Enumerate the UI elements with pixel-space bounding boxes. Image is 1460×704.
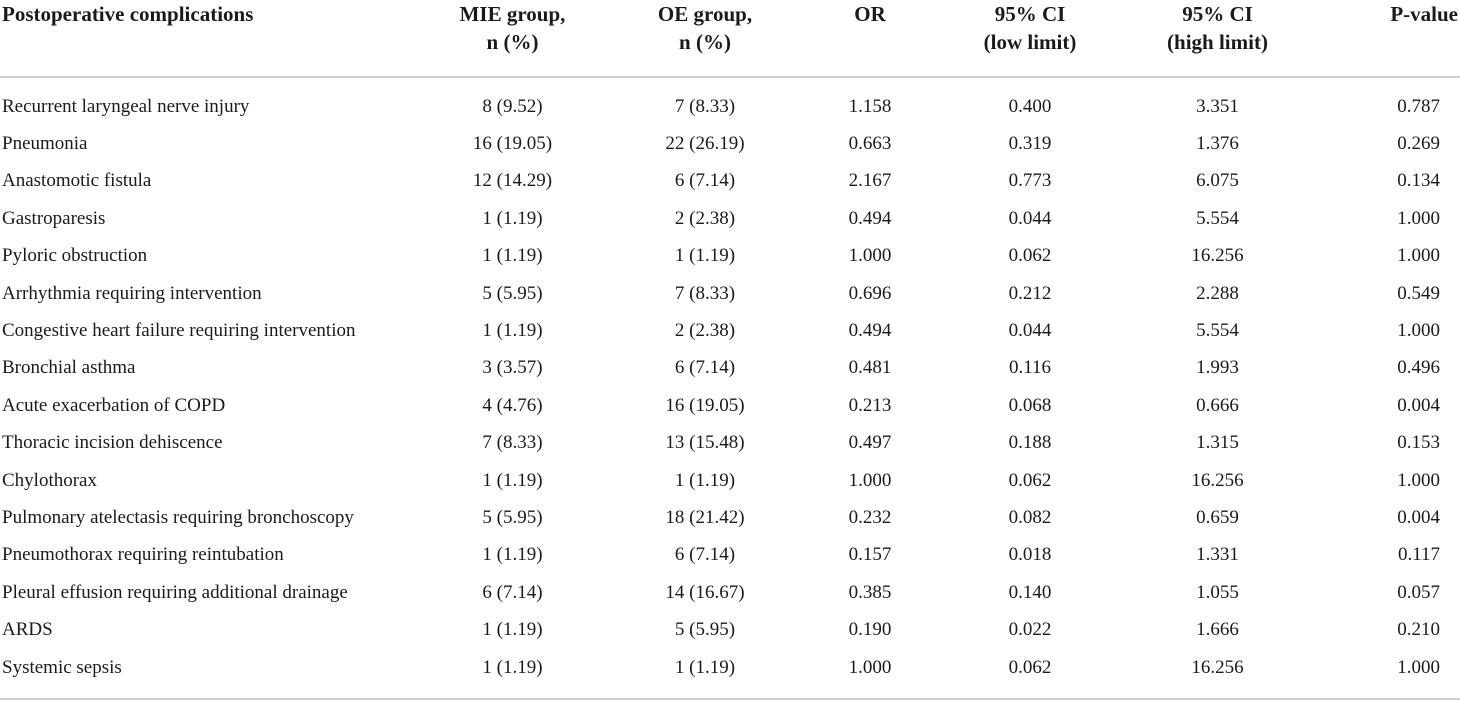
cell-ci-low: 0.319 — [1008, 133, 1052, 155]
cell-complication: Thoracic incision dehiscence — [2, 432, 223, 454]
table-row — [0, 499, 1460, 536]
header-ci-low — [935, 0, 1125, 77]
cell-ci-high: 2.288 — [1196, 282, 1239, 304]
cell-mie-group: 6 (7.14) — [482, 581, 543, 603]
cell-oe-group: 6 (7.14) — [674, 544, 736, 566]
header-line: (high limit) — [1167, 30, 1268, 54]
cell-ci-high: 3.351 — [1196, 95, 1239, 117]
table-row — [0, 275, 1460, 312]
cell-oe-group: 1 (1.19) — [674, 245, 736, 267]
table-row — [0, 387, 1460, 424]
table-row — [0, 238, 1460, 275]
cell-ci-low: 0.062 — [935, 649, 1125, 699]
cell-ci-low: 0.082 — [1008, 506, 1052, 528]
cell-p-value: 0.057 — [1397, 581, 1440, 603]
table-row — [0, 312, 1460, 349]
cell-mie-group: 1 (1.19) — [482, 619, 543, 641]
cell-mie-group: 4 (4.76) — [482, 394, 543, 416]
cell-oe-group: 1 (1.19) — [674, 469, 736, 491]
cell-ci-low: 0.212 — [1008, 282, 1052, 304]
cell-mie-group: 8 (9.52) — [482, 95, 543, 117]
cell-mie-group: 1 (1.19) — [482, 245, 543, 267]
cell-ci-high: 1.315 — [1196, 432, 1239, 454]
cell-p-value: 0.269 — [1397, 133, 1440, 155]
cell-ci-low: 0.018 — [1008, 544, 1052, 566]
header-line: P-value — [1390, 2, 1458, 26]
cell-ci-high: 5.554 — [1196, 320, 1239, 342]
cell-mie-group: 7 (8.33) — [482, 432, 543, 454]
cell-oe-group: 18 (21.42) — [665, 506, 745, 528]
cell-ci-high: 5.554 — [1196, 207, 1239, 229]
cell-oe-group: 6 (7.14) — [674, 170, 736, 192]
table-row — [0, 611, 1460, 648]
cell-complication: Pulmonary atelectasis requiring bronchoscopy — [2, 506, 354, 528]
cell-or: 0.497 — [848, 432, 892, 454]
cell-p-value: 1.000 — [1310, 649, 1460, 699]
cell-p-value: 1.000 — [1397, 320, 1440, 342]
cell-oe-group: 5 (5.95) — [674, 619, 736, 641]
header-mie-group — [420, 0, 605, 77]
cell-mie-group: 5 (5.95) — [482, 506, 543, 528]
header-postoperative-complications — [0, 0, 420, 77]
cell-p-value: 0.210 — [1397, 619, 1440, 641]
table-body — [0, 77, 1460, 699]
cell-or: 1.158 — [848, 95, 892, 117]
cell-oe-group: 1 (1.19) — [605, 649, 805, 699]
table-row — [0, 649, 1460, 699]
cell-ci-high: 1.055 — [1196, 581, 1239, 603]
cell-oe-group: 2 (2.38) — [674, 320, 736, 342]
cell-ci-high: 1.993 — [1196, 357, 1239, 379]
cell-complication: Systemic sepsis — [0, 649, 420, 699]
cell-complication: Bronchial asthma — [2, 357, 136, 379]
header-oe-group — [605, 0, 805, 77]
cell-ci-low: 0.044 — [1008, 320, 1052, 342]
cell-or: 1.000 — [848, 245, 892, 267]
cell-ci-low: 0.068 — [1008, 394, 1052, 416]
table-row — [0, 462, 1460, 499]
header-line: 95% CI — [994, 2, 1066, 26]
cell-mie-group: 1 (1.19) — [482, 320, 543, 342]
cell-or: 0.232 — [848, 506, 892, 528]
cell-complication: Gastroparesis — [2, 207, 106, 229]
cell-or: 0.481 — [848, 357, 892, 379]
cell-ci-high: 16.256 — [1191, 245, 1244, 267]
header-row — [0, 0, 1460, 77]
cell-or: 0.696 — [848, 282, 892, 304]
cell-complication: Acute exacerbation of COPD — [2, 394, 226, 416]
cell-oe-group: 6 (7.14) — [674, 357, 736, 379]
cell-or: 0.213 — [848, 394, 892, 416]
cell-p-value: 0.117 — [1397, 544, 1440, 566]
cell-complication: Pleural effusion requiring additional drainage — [2, 581, 348, 603]
cell-ci-low: 0.116 — [1008, 357, 1052, 379]
cell-or: 0.190 — [848, 619, 892, 641]
header-p-value — [1310, 0, 1460, 77]
table-row — [0, 163, 1460, 200]
cell-or: 0.385 — [848, 581, 892, 603]
cell-ci-low: 0.062 — [1008, 469, 1052, 491]
cell-ci-high: 1.376 — [1196, 133, 1239, 155]
cell-p-value: 0.134 — [1397, 170, 1440, 192]
cell-or: 1.000 — [848, 469, 892, 491]
cell-or: 0.494 — [848, 207, 892, 229]
cell-ci-high: 16.256 — [1191, 469, 1244, 491]
cell-complication: Pneumonia — [2, 133, 88, 155]
cell-p-value: 0.004 — [1397, 506, 1440, 528]
cell-or: 2.167 — [848, 170, 892, 192]
table-row — [0, 537, 1460, 574]
cell-mie-group: 1 (1.19) — [482, 207, 543, 229]
cell-or: 0.494 — [848, 320, 892, 342]
cell-complication: ARDS — [2, 619, 53, 641]
cell-ci-high: 0.666 — [1196, 394, 1239, 416]
cell-p-value: 1.000 — [1397, 469, 1440, 491]
cell-or: 0.663 — [848, 133, 892, 155]
table-row — [0, 200, 1460, 237]
cell-oe-group: 7 (8.33) — [674, 95, 736, 117]
cell-ci-low: 0.773 — [1008, 170, 1052, 192]
cell-ci-high: 0.659 — [1196, 506, 1239, 528]
cell-ci-high: 1.666 — [1196, 619, 1239, 641]
cell-p-value: 0.787 — [1397, 95, 1440, 117]
cell-ci-high: 1.331 — [1196, 544, 1239, 566]
cell-oe-group: 13 (15.48) — [665, 432, 745, 454]
cell-or: 0.157 — [848, 544, 892, 566]
cell-p-value: 0.153 — [1397, 432, 1440, 454]
cell-complication: Chylothorax — [2, 469, 97, 491]
cell-oe-group: 22 (26.19) — [665, 133, 745, 155]
cell-p-value: 1.000 — [1397, 207, 1440, 229]
table-row — [0, 425, 1460, 462]
cell-complication: Anastomotic fistula — [2, 170, 152, 192]
cell-complication: Pneumothorax requiring reintubation — [2, 544, 284, 566]
table-header — [0, 0, 1460, 77]
table-row — [0, 350, 1460, 387]
cell-oe-group: 7 (8.33) — [674, 282, 736, 304]
cell-p-value: 0.004 — [1397, 394, 1440, 416]
cell-ci-low: 0.044 — [1008, 207, 1052, 229]
cell-or: 1.000 — [805, 649, 935, 699]
cell-ci-low: 0.062 — [1008, 245, 1052, 267]
table-row — [0, 574, 1460, 611]
table-row — [0, 77, 1460, 125]
header-line: n (%) — [486, 30, 539, 54]
cell-complication: Pyloric obstruction — [2, 245, 148, 267]
header-line: MIE group, — [459, 2, 566, 26]
cell-p-value: 0.549 — [1397, 282, 1440, 304]
cell-mie-group: 1 (1.19) — [420, 649, 605, 699]
cell-complication: Congestive heart failure requiring intervention — [2, 320, 356, 342]
cell-mie-group: 16 (19.05) — [472, 133, 553, 155]
cell-ci-low: 0.188 — [1008, 432, 1052, 454]
header-line: OE group, — [657, 2, 753, 26]
header-line: 95% CI — [1182, 2, 1253, 26]
cell-ci-high: 6.075 — [1196, 170, 1239, 192]
header-line: n (%) — [679, 30, 731, 54]
header-line: Postoperative complications — [2, 2, 254, 26]
header-line: OR — [854, 2, 886, 26]
cell-mie-group: 1 (1.19) — [482, 469, 543, 491]
cell-p-value: 1.000 — [1397, 245, 1440, 267]
header-line: (low limit) — [983, 30, 1077, 54]
cell-mie-group: 3 (3.57) — [482, 357, 543, 379]
header-or — [805, 0, 935, 77]
cell-oe-group: 16 (19.05) — [665, 394, 745, 416]
header-ci-high — [1125, 0, 1310, 77]
cell-complication: Recurrent laryngeal nerve injury — [2, 95, 250, 117]
cell-oe-group: 14 (16.67) — [665, 581, 745, 603]
cell-ci-high: 16.256 — [1125, 649, 1310, 699]
cell-p-value: 0.496 — [1397, 357, 1440, 379]
cell-oe-group: 2 (2.38) — [674, 207, 736, 229]
cell-ci-low: 0.022 — [1008, 619, 1052, 641]
cell-mie-group: 5 (5.95) — [482, 282, 543, 304]
table-row — [0, 125, 1460, 162]
cell-ci-low: 0.400 — [1008, 95, 1052, 117]
cell-complication: Arrhythmia requiring intervention — [2, 282, 262, 304]
cell-ci-low: 0.140 — [1008, 581, 1052, 603]
cell-mie-group: 12 (14.29) — [472, 170, 553, 192]
cell-mie-group: 1 (1.19) — [482, 544, 543, 566]
